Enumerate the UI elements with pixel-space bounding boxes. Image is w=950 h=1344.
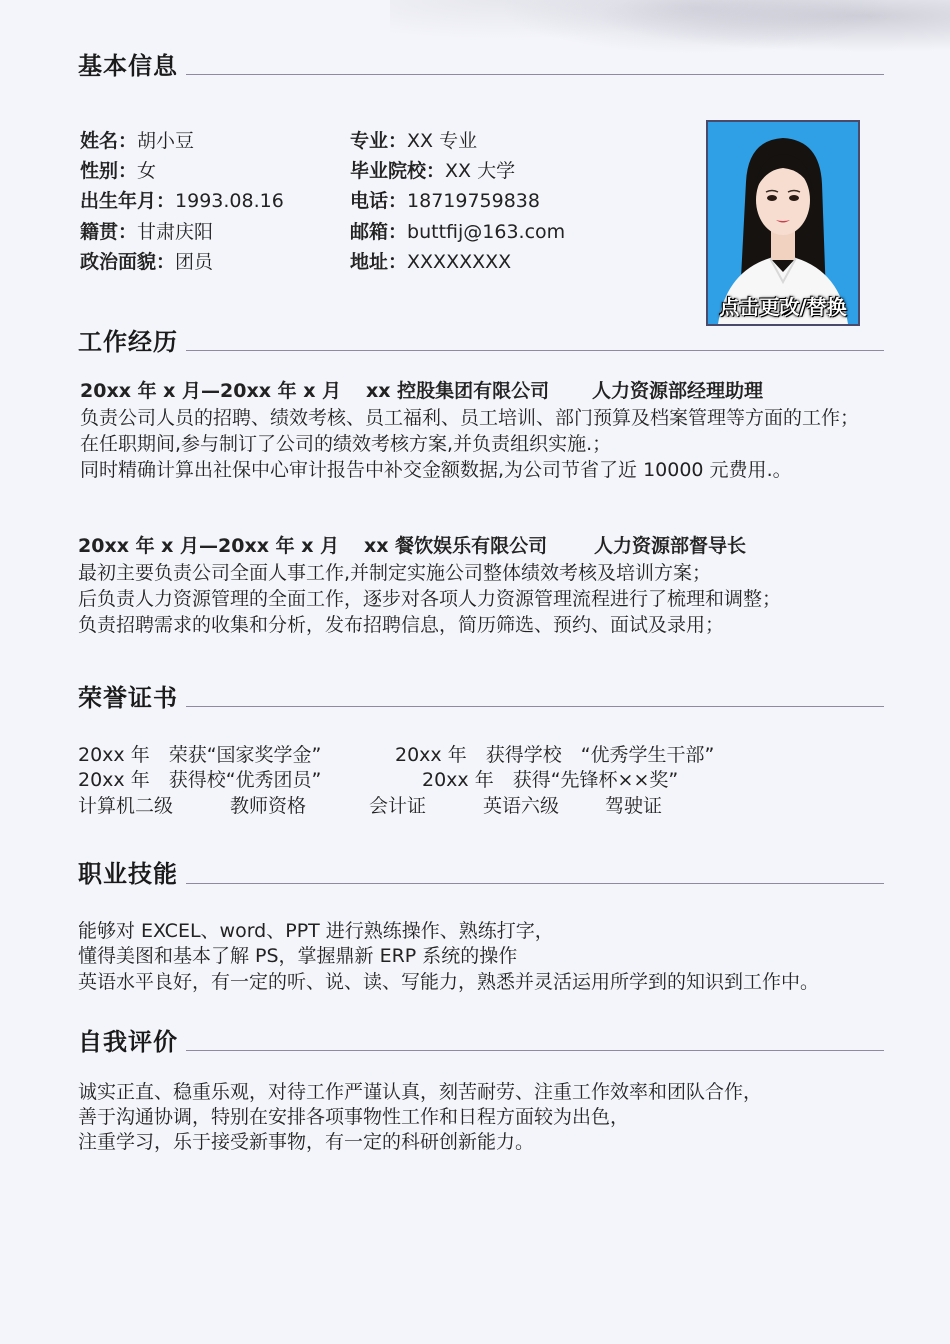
skill-line: 能够对 EXCEL、word、PPT 进行熟练操作、熟练打字， xyxy=(78,920,554,942)
work-position: 人力资源部督导长 xyxy=(594,535,747,557)
cert-item: 驾驶证 xyxy=(605,795,663,817)
cert-item: 教师资格 xyxy=(230,795,307,817)
self-eval-line: 善于沟通协调，特别在安排各项事物性工作和日程方面较为出色， xyxy=(78,1106,630,1128)
work-duty-line: 同时精确计算出社保中心审计报告中补交金额数据,为公司节省了近 10000 元费用.。 xyxy=(80,459,792,481)
work-period: 20xx 年 x 月—20xx 年 x 月 xyxy=(80,380,342,402)
info-email: 邮箱：buttfij@163.com xyxy=(350,221,566,243)
honor-item: 20xx 年 获得学校 “优秀学生干部” xyxy=(395,744,715,766)
section-title-work: 工作经历 xyxy=(78,328,178,356)
info-phone: 电话：18719759838 xyxy=(350,190,540,212)
info-address: 地址：XXXXXXXX xyxy=(350,251,512,273)
section-divider xyxy=(186,1050,884,1051)
info-school: 毕业院校：XX 大学 xyxy=(350,160,516,182)
profile-photo[interactable] xyxy=(706,120,860,326)
work-position: 人力资源部经理助理 xyxy=(592,380,764,402)
work-company: xx 控股集团有限公司 xyxy=(366,380,550,402)
info-birth: 出生年月：1993.08.16 xyxy=(80,190,284,212)
section-title-skills: 职业技能 xyxy=(78,860,178,888)
section-title-basic: 基本信息 xyxy=(78,52,178,80)
info-hometown: 籍贯：甘肃庆阳 xyxy=(80,221,214,243)
section-divider xyxy=(186,883,884,884)
section-title-self: 自我评价 xyxy=(78,1028,178,1056)
work-period: 20xx 年 x 月—20xx 年 x 月 xyxy=(78,535,340,557)
floral-decoration xyxy=(390,0,950,80)
self-eval-line: 注重学习，乐于接受新事物，有一定的科研创新能力。 xyxy=(78,1131,535,1153)
section-divider xyxy=(186,74,884,75)
honor-item: 20xx 年 荣获“国家奖学金” xyxy=(78,744,322,766)
cert-item: 计算机二级 xyxy=(78,795,174,817)
photo-caption[interactable]: 点击更改/替换 xyxy=(719,295,847,319)
section-divider xyxy=(186,706,884,707)
skill-line: 懂得美图和基本了解 PS，掌握鼎新 ERP 系统的操作 xyxy=(78,945,518,967)
work-duty-line: 后负责人力资源管理的全面工作，逐步对各项人力资源管理流程进行了梳理和调整； xyxy=(78,588,782,610)
section-title-honors: 荣誉证书 xyxy=(78,684,178,712)
honor-item: 20xx 年 获得校“优秀团员” xyxy=(78,769,322,791)
work-duty-line: 最初主要负责公司全面人事工作,并制定实施公司整体绩效考核及培训方案； xyxy=(78,562,712,584)
cert-item: 会计证 xyxy=(369,795,427,817)
info-politics: 政治面貌：团员 xyxy=(80,251,214,273)
work-duty-line: 在任职期间,参与制订了公司的绩效考核方案,并负责组织实施.； xyxy=(80,433,612,455)
work-duty-line: 负责招聘需求的收集和分析，发布招聘信息，简历筛选、预约、面试及录用； xyxy=(78,614,725,636)
section-divider xyxy=(186,350,884,351)
cert-item: 英语六级 xyxy=(483,795,560,817)
self-eval-line: 诚实正直、稳重乐观，对待工作严谨认真，刻苦耐劳、注重工作效率和团队合作， xyxy=(78,1081,763,1103)
work-company: xx 餐饮娱乐有限公司 xyxy=(364,535,548,557)
work-duty-line: 负责公司人员的招聘、绩效考核、员工福利、员工培训、部门预算及档案管理等方面的工作； xyxy=(80,407,860,429)
info-major: 专业：XX 专业 xyxy=(350,130,478,152)
honor-item: 20xx 年 获得“先锋杯××奖” xyxy=(422,769,679,791)
info-gender: 性别：女 xyxy=(80,160,157,182)
skill-line: 英语水平良好，有一定的听、说、读、写能力，熟悉并灵活运用所学到的知识到工作中。 xyxy=(78,971,820,993)
info-name: 姓名：胡小豆 xyxy=(80,130,195,152)
